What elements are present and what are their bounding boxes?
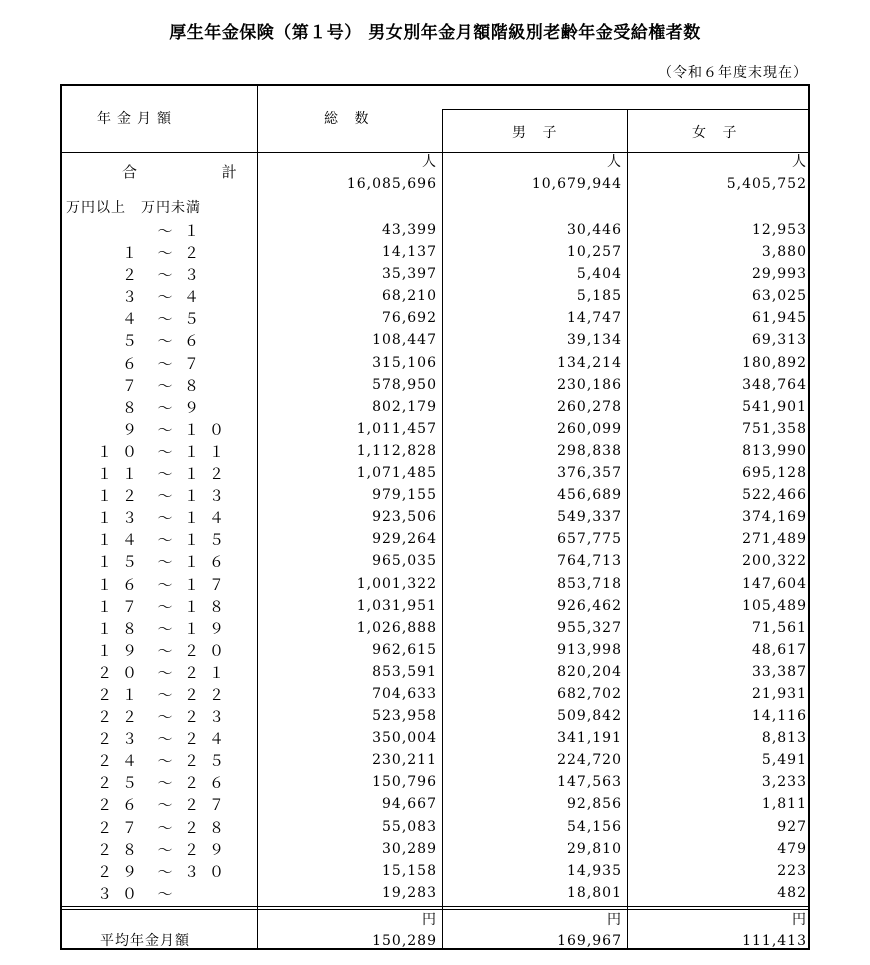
cell-total: 1,031,951 xyxy=(356,597,437,614)
cell-total: 1,011,457 xyxy=(356,420,437,437)
range-lower: ４ xyxy=(121,310,147,329)
cell-female: 482 xyxy=(777,884,807,901)
range-tilde: ～ xyxy=(157,398,173,417)
sum-total-unit: 人 xyxy=(422,154,437,170)
range-upper: １１ xyxy=(184,442,235,461)
range-upper: ２３ xyxy=(184,708,235,727)
cell-total: 150,796 xyxy=(372,774,437,791)
range-tilde: ～ xyxy=(157,641,173,660)
cell-female: 33,387 xyxy=(752,663,807,680)
range-lower: ２８ xyxy=(96,840,147,859)
cell-female: 374,169 xyxy=(742,509,807,526)
range-upper: １９ xyxy=(184,619,235,638)
as-of-note: （令和６年度末現在） xyxy=(658,65,808,81)
header-female: 女 子 xyxy=(692,125,743,141)
cell-total: 923,506 xyxy=(372,509,437,526)
cell-female: 3,880 xyxy=(761,244,807,261)
range-lower: ３０ xyxy=(96,884,147,903)
table-row xyxy=(62,419,808,441)
cell-total: 55,083 xyxy=(382,818,437,835)
range-tilde: ～ xyxy=(157,663,173,682)
cell-total: 14,137 xyxy=(382,244,437,261)
range-lower: １９ xyxy=(96,641,147,660)
cell-male: 820,204 xyxy=(557,663,622,680)
cell-total: 35,397 xyxy=(382,266,437,283)
cell-total: 704,633 xyxy=(372,685,437,702)
sum-row-label: 合 計 xyxy=(122,163,277,181)
range-tilde: ～ xyxy=(157,531,173,550)
cell-male: 10,257 xyxy=(567,244,622,261)
range-upper: ２６ xyxy=(184,774,235,793)
range-tilde: ～ xyxy=(157,597,173,616)
range-upper: ８ xyxy=(184,376,210,395)
range-header: 万円以上 万円未満 xyxy=(66,200,201,216)
range-tilde: ～ xyxy=(157,288,173,307)
range-upper: ３０ xyxy=(184,862,235,881)
cell-total: 350,004 xyxy=(372,730,437,747)
range-upper: １ xyxy=(184,222,210,240)
range-upper: １５ xyxy=(184,531,235,550)
range-tilde: ～ xyxy=(157,244,173,263)
range-lower: ９ xyxy=(121,420,147,439)
table-row xyxy=(62,308,808,330)
cell-female: 695,128 xyxy=(742,465,807,482)
cell-male: 376,357 xyxy=(557,465,622,482)
cell-male: 30,446 xyxy=(567,222,622,238)
range-upper: １２ xyxy=(184,465,235,484)
cell-female: 813,990 xyxy=(742,442,807,459)
range-upper: ２０ xyxy=(184,641,235,660)
cell-female: 12,953 xyxy=(752,222,807,238)
range-upper: １４ xyxy=(184,509,235,528)
range-lower: ２６ xyxy=(96,796,147,815)
range-lower: １２ xyxy=(96,487,147,506)
range-upper: １３ xyxy=(184,487,235,506)
cell-female: 63,025 xyxy=(752,288,807,305)
cell-male: 14,747 xyxy=(567,310,622,327)
table-row xyxy=(62,330,808,352)
cell-female: 21,931 xyxy=(752,685,807,702)
range-lower: ３ xyxy=(121,288,147,307)
table-row xyxy=(62,794,808,816)
cell-total: 929,264 xyxy=(372,531,437,548)
cell-total: 1,001,322 xyxy=(356,575,437,592)
cell-total: 523,958 xyxy=(372,708,437,725)
range-lower: １４ xyxy=(96,531,147,550)
range-upper: １０ xyxy=(184,420,235,439)
range-tilde: ～ xyxy=(157,465,173,484)
cell-total: 1,071,485 xyxy=(356,465,437,482)
cell-female: 271,489 xyxy=(742,531,807,548)
range-tilde: ～ xyxy=(157,708,173,727)
cell-male: 955,327 xyxy=(557,619,622,636)
range-upper: ５ xyxy=(184,310,210,329)
range-tilde: ～ xyxy=(157,553,173,572)
cell-total: 68,210 xyxy=(382,288,437,305)
cell-male: 5,185 xyxy=(576,288,622,305)
range-upper: ２ xyxy=(184,244,210,263)
cell-total: 230,211 xyxy=(372,752,437,769)
avg-female-value: 111,413 xyxy=(742,933,807,949)
cell-total: 979,155 xyxy=(372,487,437,504)
cell-male: 92,856 xyxy=(567,796,622,813)
pension-table xyxy=(60,84,810,950)
table-row xyxy=(62,264,808,286)
cell-female: 180,892 xyxy=(742,354,807,371)
table-row xyxy=(62,662,808,684)
table-row xyxy=(62,507,808,529)
cell-female: 5,491 xyxy=(761,752,807,769)
cell-female: 200,322 xyxy=(742,553,807,570)
cell-male: 29,810 xyxy=(567,840,622,857)
cell-male: 230,186 xyxy=(557,376,622,393)
range-lower: ２５ xyxy=(96,774,147,793)
cell-male: 682,702 xyxy=(557,685,622,702)
sum-male-unit: 人 xyxy=(607,154,622,170)
range-lower: １６ xyxy=(96,575,147,594)
avg-female-unit: 円 xyxy=(792,912,807,928)
table-row xyxy=(62,375,808,397)
range-upper: １７ xyxy=(184,575,235,594)
table-row xyxy=(62,529,808,551)
range-lower: ８ xyxy=(121,398,147,417)
table-row xyxy=(62,839,808,861)
cell-male: 14,935 xyxy=(567,862,622,879)
cell-total: 43,399 xyxy=(382,222,437,238)
range-lower: １７ xyxy=(96,597,147,616)
sum-total-value: 16,085,696 xyxy=(346,176,437,192)
avg-male-value: 169,967 xyxy=(557,933,622,949)
range-tilde: ～ xyxy=(157,818,173,837)
table-row xyxy=(62,441,808,463)
cell-female: 8,813 xyxy=(761,730,807,747)
table-body xyxy=(62,220,808,905)
cell-total: 15,158 xyxy=(382,862,437,879)
table-row xyxy=(62,286,808,308)
header-total: 総 数 xyxy=(324,111,375,127)
cell-male: 549,337 xyxy=(557,509,622,526)
table-row xyxy=(62,353,808,375)
range-tilde: ～ xyxy=(157,222,173,240)
range-upper: ２１ xyxy=(184,663,235,682)
range-upper: ９ xyxy=(184,398,210,417)
cell-total: 108,447 xyxy=(372,332,437,349)
cell-male: 341,191 xyxy=(557,730,622,747)
cell-male: 657,775 xyxy=(557,531,622,548)
cell-male: 913,998 xyxy=(557,641,622,658)
cell-male: 926,462 xyxy=(557,597,622,614)
cell-male: 456,689 xyxy=(557,487,622,504)
cell-female: 147,604 xyxy=(742,575,807,592)
cell-male: 260,278 xyxy=(557,398,622,415)
range-lower: ７ xyxy=(121,376,147,395)
range-tilde: ～ xyxy=(157,310,173,329)
cell-female: 3,233 xyxy=(761,774,807,791)
cell-female: 14,116 xyxy=(752,708,807,725)
table-row xyxy=(62,220,808,242)
table-row xyxy=(62,772,808,794)
cell-female: 927 xyxy=(777,818,807,835)
range-upper: １６ xyxy=(184,553,235,572)
range-tilde: ～ xyxy=(157,685,173,704)
range-lower: ２２ xyxy=(96,708,147,727)
range-upper: ７ xyxy=(184,354,210,373)
cell-male: 853,718 xyxy=(557,575,622,592)
cell-female: 48,617 xyxy=(752,641,807,658)
cell-female: 71,561 xyxy=(752,619,807,636)
range-lower: ２３ xyxy=(96,730,147,749)
range-lower: １５ xyxy=(96,553,147,572)
range-tilde: ～ xyxy=(157,862,173,881)
range-tilde: ～ xyxy=(157,730,173,749)
table-row xyxy=(62,551,808,573)
table-row xyxy=(62,706,808,728)
cell-total: 962,615 xyxy=(372,641,437,658)
table-row xyxy=(62,728,808,750)
header-male: 男 子 xyxy=(512,125,563,141)
average-divider xyxy=(62,906,808,907)
range-upper: １８ xyxy=(184,597,235,616)
range-lower: １０ xyxy=(96,442,147,461)
table-row xyxy=(62,574,808,596)
range-lower: ２４ xyxy=(96,752,147,771)
range-lower: ２７ xyxy=(96,818,147,837)
cell-female: 522,466 xyxy=(742,487,807,504)
cell-total: 578,950 xyxy=(372,376,437,393)
table-row xyxy=(62,242,808,264)
cell-female: 541,901 xyxy=(742,398,807,415)
average-label: 平均年金月額 xyxy=(100,933,190,949)
range-tilde: ～ xyxy=(157,376,173,395)
cell-total: 1,026,888 xyxy=(356,619,437,636)
range-lower: ２０ xyxy=(96,663,147,682)
cell-total: 76,692 xyxy=(382,310,437,327)
subheader-divider xyxy=(442,109,808,110)
avg-total-unit: 円 xyxy=(422,912,437,928)
cell-total: 94,667 xyxy=(382,796,437,813)
table-row xyxy=(62,397,808,419)
range-upper: ３ xyxy=(184,266,210,285)
cell-male: 509,842 xyxy=(557,708,622,725)
table-row xyxy=(62,750,808,772)
cell-total: 965,035 xyxy=(372,553,437,570)
cell-female: 29,993 xyxy=(752,266,807,283)
sum-male-value: 10,679,944 xyxy=(531,176,622,192)
cell-total: 30,289 xyxy=(382,840,437,857)
cell-male: 260,099 xyxy=(557,420,622,437)
cell-total: 802,179 xyxy=(372,398,437,415)
range-tilde: ～ xyxy=(157,619,173,638)
range-upper: ２７ xyxy=(184,796,235,815)
range-tilde: ～ xyxy=(157,332,173,351)
range-tilde: ～ xyxy=(157,774,173,793)
avg-total-value: 150,289 xyxy=(372,933,437,949)
cell-total: 1,112,828 xyxy=(356,442,437,459)
range-upper: ２９ xyxy=(184,840,235,859)
table-row xyxy=(62,463,808,485)
range-lower: １３ xyxy=(96,509,147,528)
cell-female: 61,945 xyxy=(752,310,807,327)
range-tilde: ～ xyxy=(157,442,173,461)
header-pension-amount: 年金月額 xyxy=(97,111,177,127)
cell-male: 764,713 xyxy=(557,553,622,570)
range-lower: ２９ xyxy=(96,862,147,881)
cell-male: 147,563 xyxy=(557,774,622,791)
range-tilde: ～ xyxy=(157,487,173,506)
cell-female: 105,489 xyxy=(742,597,807,614)
range-tilde: ～ xyxy=(157,509,173,528)
range-tilde: ～ xyxy=(157,575,173,594)
table-row xyxy=(62,640,808,662)
range-upper: ４ xyxy=(184,288,210,307)
range-tilde: ～ xyxy=(157,354,173,373)
sum-female-value: 5,405,752 xyxy=(726,176,807,192)
sum-female-unit: 人 xyxy=(792,154,807,170)
cell-total: 315,106 xyxy=(372,354,437,371)
avg-male-unit: 円 xyxy=(607,912,622,928)
table-row xyxy=(62,618,808,640)
cell-male: 39,134 xyxy=(567,332,622,349)
range-lower: １１ xyxy=(96,465,147,484)
table-row xyxy=(62,883,808,905)
cell-female: 751,358 xyxy=(742,420,807,437)
cell-total: 853,591 xyxy=(372,663,437,680)
range-upper: ２４ xyxy=(184,730,235,749)
cell-male: 18,801 xyxy=(567,884,622,901)
range-upper: ２２ xyxy=(184,685,235,704)
range-tilde: ～ xyxy=(157,796,173,815)
cell-total: 19,283 xyxy=(382,884,437,901)
cell-female: 348,764 xyxy=(742,376,807,393)
range-upper: ６ xyxy=(184,332,210,351)
cell-male: 298,838 xyxy=(557,442,622,459)
cell-male: 224,720 xyxy=(557,752,622,769)
table-row xyxy=(62,817,808,839)
cell-male: 5,404 xyxy=(576,266,622,283)
range-lower: ２ xyxy=(121,266,147,285)
table-row xyxy=(62,596,808,618)
cell-female: 1,811 xyxy=(761,796,807,813)
range-tilde: ～ xyxy=(157,884,173,903)
cell-male: 54,156 xyxy=(567,818,622,835)
range-tilde: ～ xyxy=(157,840,173,859)
cell-female: 223 xyxy=(777,862,807,879)
table-row xyxy=(62,684,808,706)
document-title: 厚生年金保険（第１号） 男女別年金月額階級別老齢年金受給権者数 xyxy=(169,23,701,43)
range-upper: ２８ xyxy=(184,818,235,837)
range-lower: ６ xyxy=(121,354,147,373)
cell-male: 134,214 xyxy=(557,354,622,371)
range-tilde: ～ xyxy=(157,266,173,285)
table-row xyxy=(62,485,808,507)
cell-female: 69,313 xyxy=(752,332,807,349)
range-lower: １８ xyxy=(96,619,147,638)
cell-female: 479 xyxy=(777,840,807,857)
range-lower: １ xyxy=(121,244,147,263)
range-upper: ２５ xyxy=(184,752,235,771)
range-tilde: ～ xyxy=(157,752,173,771)
range-tilde: ～ xyxy=(157,420,173,439)
range-lower: ２１ xyxy=(96,685,147,704)
table-row xyxy=(62,861,808,883)
range-lower: ５ xyxy=(121,332,147,351)
